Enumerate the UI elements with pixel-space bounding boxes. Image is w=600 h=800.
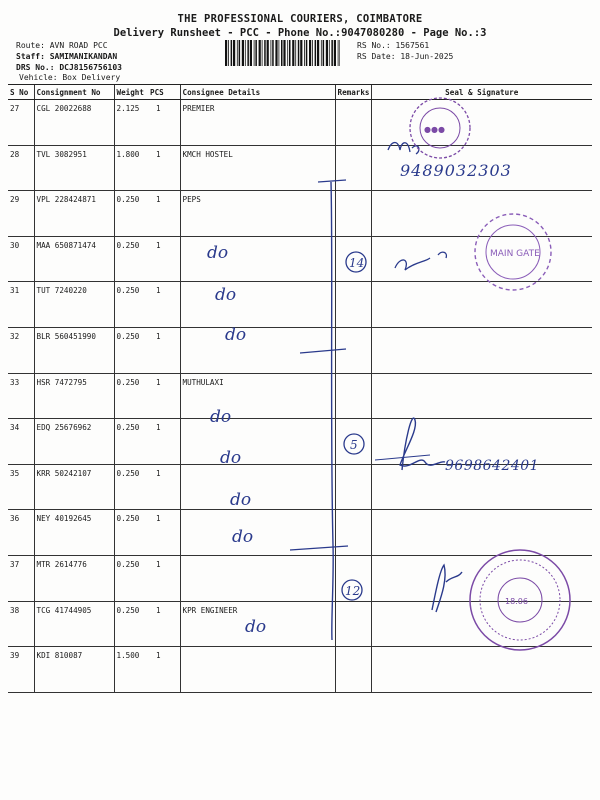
cell-consignment-no: TUT 7240220 xyxy=(34,282,114,328)
cell-weight: 1.800 xyxy=(114,145,148,191)
cell-sno: 38 xyxy=(8,601,34,647)
table-row xyxy=(8,236,592,282)
cell-sno: 39 xyxy=(8,647,34,693)
cell-consignment-no: VPL 228424871 xyxy=(34,191,114,237)
cell-sno: 30 xyxy=(8,236,34,282)
cell-weight: 0.250 xyxy=(114,601,148,647)
cell-consignee xyxy=(180,419,335,465)
cell-signature xyxy=(371,647,592,693)
cell-pcs: 1 xyxy=(148,100,180,146)
handwritten-phone: 9698642401 xyxy=(445,458,540,474)
cell-weight: 0.250 xyxy=(114,555,148,601)
cell-pcs: 1 xyxy=(148,327,180,373)
cell-signature xyxy=(371,510,592,556)
cell-consignment-no: CGL 20022688 xyxy=(34,100,114,146)
cell-remarks xyxy=(335,236,371,282)
vehicle-label: Vehicle: Box Delivery xyxy=(19,73,121,82)
stamp-date: 18.06 xyxy=(505,597,528,606)
ditto-mark: do xyxy=(207,243,229,263)
cell-sno: 29 xyxy=(8,191,34,237)
cell-remarks xyxy=(335,373,371,419)
table-row xyxy=(8,555,592,601)
cell-consignment-no: MTR 2614776 xyxy=(34,555,114,601)
stamp-text: MAIN GATE xyxy=(490,249,540,259)
table-row xyxy=(8,419,592,465)
cell-remarks xyxy=(335,419,371,465)
cell-signature xyxy=(371,373,592,419)
cell-pcs: 1 xyxy=(148,647,180,693)
cell-pcs: 1 xyxy=(148,236,180,282)
cell-remarks xyxy=(335,145,371,191)
cell-weight: 0.250 xyxy=(114,373,148,419)
ditto-mark: do xyxy=(225,325,247,345)
cell-sno: 31 xyxy=(8,282,34,328)
cell-consignee: MUTHULAXI xyxy=(180,373,335,419)
col-header-signature: Seal & Signature xyxy=(371,85,592,100)
cell-pcs: 1 xyxy=(148,510,180,556)
cell-remarks xyxy=(335,100,371,146)
cell-pcs: 1 xyxy=(148,419,180,465)
cell-pcs: 1 xyxy=(148,601,180,647)
cell-signature xyxy=(371,601,592,647)
cell-consignee: KMCH HOSTEL xyxy=(180,145,335,191)
table-row xyxy=(8,647,592,693)
cell-sno: 36 xyxy=(8,510,34,556)
remark-number: 14 xyxy=(349,256,365,270)
col-header-pcs: PCS xyxy=(148,85,180,100)
cell-consignment-no: MAA 650871474 xyxy=(34,236,114,282)
col-header-weight: Weight xyxy=(114,85,148,100)
cell-weight: 1.500 xyxy=(114,647,148,693)
cell-consignee xyxy=(180,464,335,510)
cell-consignee: PREMIER xyxy=(180,100,335,146)
col-header-remarks: Remarks xyxy=(335,85,371,100)
cell-sno: 35 xyxy=(8,464,34,510)
table-row xyxy=(8,373,592,419)
runsheet-table xyxy=(8,84,592,693)
cell-signature xyxy=(371,236,592,282)
table-row xyxy=(8,510,592,556)
cell-sno: 33 xyxy=(8,373,34,419)
ditto-mark: do xyxy=(230,490,252,510)
cell-signature xyxy=(371,555,592,601)
cell-consignment-no: KRR 50242107 xyxy=(34,464,114,510)
cell-consignment-no: TVL 3082951 xyxy=(34,145,114,191)
cell-sno: 28 xyxy=(8,145,34,191)
cell-consignment-no: EDQ 25676962 xyxy=(34,419,114,465)
svg-text:●●●: ●●● xyxy=(424,125,445,134)
cell-consignment-no: NEY 40192645 xyxy=(34,510,114,556)
cell-signature xyxy=(371,282,592,328)
cell-weight: 0.250 xyxy=(114,510,148,556)
cell-weight: 0.250 xyxy=(114,236,148,282)
table-row xyxy=(8,464,592,510)
ditto-mark: do xyxy=(215,285,237,305)
ditto-mark: do xyxy=(210,407,232,427)
ditto-mark: do xyxy=(232,527,254,547)
table-row xyxy=(8,327,592,373)
cell-consignment-no: TCG 41744905 xyxy=(34,601,114,647)
staff-label: Staff: SAMIMANIKANDAN xyxy=(16,52,118,61)
company-title: THE PROFESSIONAL COURIERS, COIMBATORE xyxy=(177,13,423,25)
cell-signature xyxy=(371,145,592,191)
cell-remarks xyxy=(335,510,371,556)
route-label: Route: AVN ROAD PCC xyxy=(16,41,108,50)
cell-remarks xyxy=(335,282,371,328)
cell-consignee xyxy=(180,510,335,556)
cell-pcs: 1 xyxy=(148,145,180,191)
cell-sno: 27 xyxy=(8,100,34,146)
cell-pcs: 1 xyxy=(148,555,180,601)
cell-sno: 34 xyxy=(8,419,34,465)
cell-remarks xyxy=(335,464,371,510)
col-header-consignee: Consignee Details xyxy=(180,85,335,100)
table-row xyxy=(8,100,592,146)
cell-consignee xyxy=(180,647,335,693)
cell-signature xyxy=(371,191,592,237)
table-row xyxy=(8,282,592,328)
drs-number: DRS No.: DCJ8156756103 xyxy=(16,63,122,72)
cell-remarks xyxy=(335,327,371,373)
handwritten-phone: 9489032303 xyxy=(400,161,512,180)
cell-weight: 0.250 xyxy=(114,419,148,465)
ditto-mark: do xyxy=(245,617,267,637)
cell-remarks xyxy=(335,601,371,647)
cell-signature xyxy=(371,100,592,146)
cell-consignee xyxy=(180,236,335,282)
remark-number: 5 xyxy=(350,438,358,452)
cell-weight: 0.250 xyxy=(114,191,148,237)
cell-consignee xyxy=(180,327,335,373)
table-header-row xyxy=(8,85,592,100)
cell-weight: 2.125 xyxy=(114,100,148,146)
runsheet-subtitle: Delivery Runsheet - PCC - Phone No.:9047080280 - Page No.:3 xyxy=(113,27,487,39)
cell-consignment-no: HSR 7472795 xyxy=(34,373,114,419)
cell-pcs: 1 xyxy=(148,373,180,419)
cell-consignee: KPR ENGINEER xyxy=(180,601,335,647)
cell-consignee xyxy=(180,282,335,328)
cell-pcs: 1 xyxy=(148,464,180,510)
remark-number: 12 xyxy=(345,584,361,598)
cell-pcs: 1 xyxy=(148,191,180,237)
cell-weight: 0.250 xyxy=(114,282,148,328)
cell-pcs: 1 xyxy=(148,282,180,328)
cell-signature xyxy=(371,464,592,510)
ditto-mark: do xyxy=(220,448,242,468)
cell-sno: 37 xyxy=(8,555,34,601)
table-row xyxy=(8,601,592,647)
cell-signature xyxy=(371,327,592,373)
col-header-consignment: Consignment No xyxy=(34,85,114,100)
cell-weight: 0.250 xyxy=(114,464,148,510)
cell-signature xyxy=(371,419,592,465)
cell-consignee xyxy=(180,555,335,601)
cell-remarks xyxy=(335,647,371,693)
cell-remarks xyxy=(335,191,371,237)
rs-date: RS Date: 18-Jun-2025 xyxy=(357,52,454,61)
cell-sno: 32 xyxy=(8,327,34,373)
cell-consignee: PEPS xyxy=(180,191,335,237)
cell-consignment-no: KDI 810087 xyxy=(34,647,114,693)
table-row xyxy=(8,191,592,237)
col-header-sno: S No xyxy=(8,85,34,100)
cell-remarks xyxy=(335,555,371,601)
cell-weight: 0.250 xyxy=(114,327,148,373)
rs-number: RS No.: 1567561 xyxy=(357,41,430,50)
cell-consignment-no: BLR 560451990 xyxy=(34,327,114,373)
barcode-icon xyxy=(225,40,340,66)
table-row xyxy=(8,145,592,191)
